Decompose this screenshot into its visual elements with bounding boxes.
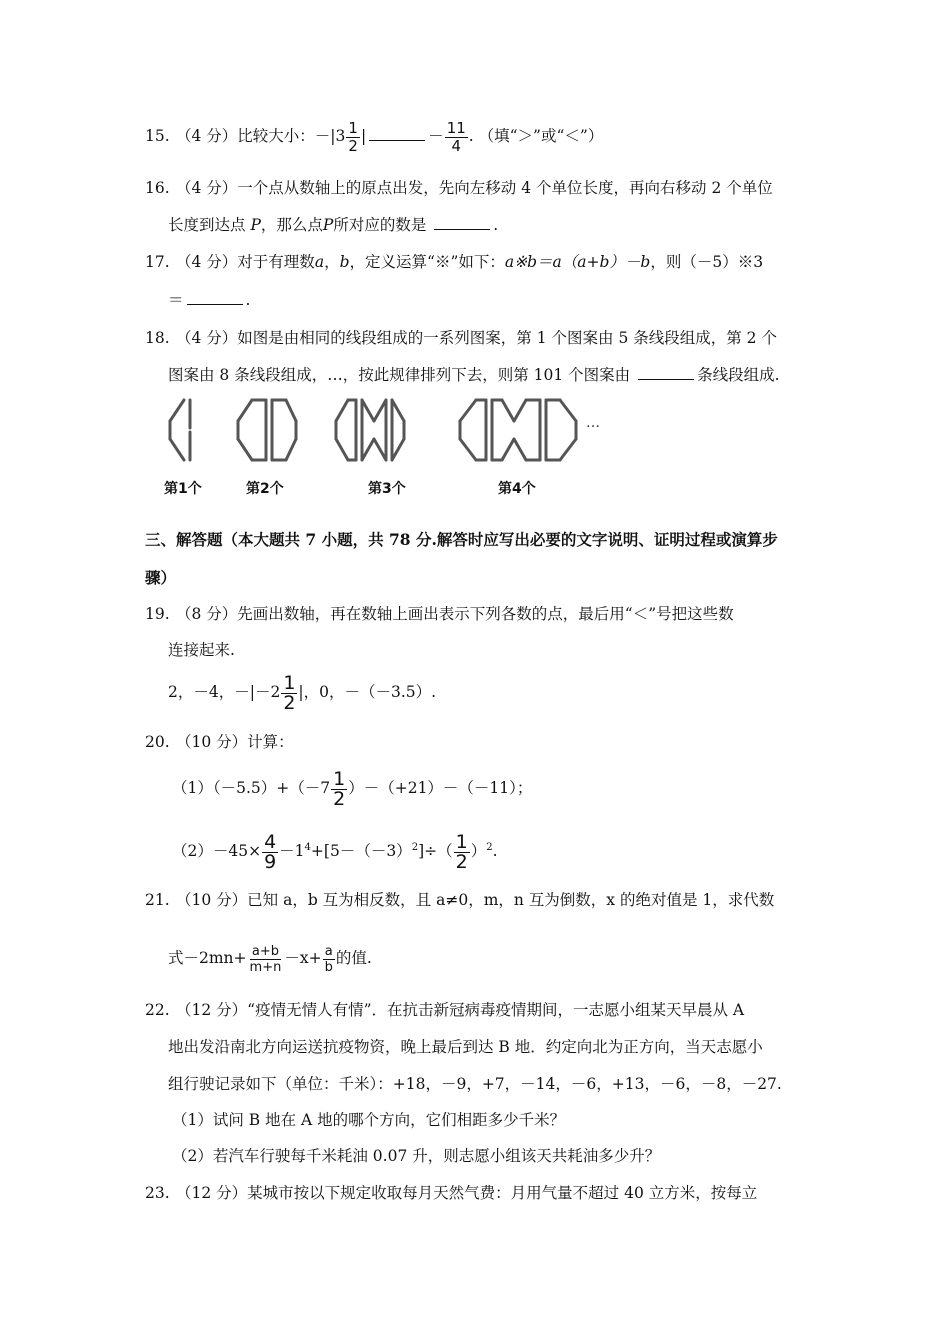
- question-number: 19.: [145, 605, 170, 623]
- section-header-cont: 骤）: [145, 568, 177, 587]
- question-score: （4 分）: [176, 127, 238, 145]
- answer-blank: [638, 365, 694, 380]
- pattern-2: [238, 400, 296, 460]
- q21-line2: 式－2mn+ $\frac{a+b}{m+n}$ －x+ $\frac{a}{b}$ 的值.: [168, 943, 372, 975]
- fraction: $\frac{1}{2}$: [348, 118, 358, 155]
- section-title: 三、解答题（本大题共 7 小题，共 78 分.解答时应写出必要的文字说明、证明过程或演算步: [145, 530, 778, 549]
- ellipsis: …: [586, 415, 600, 431]
- pattern-1: [170, 400, 190, 460]
- q18-line1: 18. （4 分）如图是由相同的线段组成的一系列图案，第 1 个图案由 5 条线段组成，第 2 个: [0, 318, 950, 358]
- question-number: 22.: [145, 1001, 170, 1019]
- section-header: [0, 520, 950, 560]
- answer-blank: [434, 215, 490, 230]
- q16-line2: 长度到达点 P，那么点P所对应的数是 .: [168, 216, 499, 234]
- q18-line2: 图案由 8 条线段组成，…，按此规律排列下去，则第 101 个图案由 条线段组成.: [168, 366, 780, 384]
- q19-line1: 19. （8 分）先画出数轴，再在数轴上画出表示下列各数的点，最后用“＜”号把这些数: [0, 594, 950, 634]
- q23-line1: 23. （12 分）某城市按以下规定收取每月天然气费：月用气量不超过 40 立方米，按每立: [0, 1173, 950, 1213]
- q22-line3: 组行驶记录如下（单位：千米）：+18，－9，+7，－14，－6，+13，－6，－8，－27.: [168, 1075, 782, 1093]
- pattern-drawing: [160, 390, 620, 470]
- pattern-figure: [160, 390, 620, 502]
- q16-line1: 16. （4 分）一个点从数轴上的原点出发，先向左移动 4 个单位长度，再向右移动 2 个单位: [0, 168, 950, 208]
- q21-line1: 21. （10 分）已知 a，b 互为相反数，且 a≠0，m，n 互为倒数，x 的绝对值是 1，求代数: [0, 880, 950, 920]
- question-number: 23.: [145, 1184, 170, 1202]
- q19-line2: 连接起来.: [168, 641, 235, 659]
- fraction: $\frac{a+b}{m+n}$: [249, 943, 282, 975]
- q17-line1: 17. （4 分）对于有理数a，b，定义运算“※”如下：a※b＝a（a+b）－b，则（－5）※3: [0, 242, 950, 282]
- fraction: $\frac{a}{b}$: [324, 943, 333, 975]
- pattern-3: [336, 400, 404, 460]
- figure-label-3: 第3个: [368, 481, 406, 497]
- fraction: $\frac{1}{2}$: [283, 671, 296, 714]
- figure-label-4: 第4个: [498, 481, 536, 497]
- fraction: $\frac{1}{2}$: [333, 767, 346, 810]
- q17-line2: ＝ .: [168, 291, 251, 309]
- q22-line1: 22. （12 分）“疫情无情人有情”．在抗击新冠病毒疫情期间，一志愿小组某天早晨从 A: [0, 990, 950, 1030]
- pattern-4: [460, 400, 576, 460]
- q20-part1: （1）（－5.5）+（－7 $\frac{1}{2}$ ）－（+21）－（－11）；: [172, 767, 533, 810]
- question-number: 16.: [145, 179, 170, 197]
- fraction: $\frac{4}{9}$: [264, 830, 277, 873]
- question-number: 21.: [145, 891, 170, 909]
- fraction: $\frac{11}{4}$: [446, 118, 466, 155]
- question-number: 20.: [145, 733, 170, 751]
- question-stem: 比较大小：－|3: [237, 127, 346, 145]
- q20-part2: （2）－45× $\frac{4}{9}$ $-1^4+[5-(-3)^2]\div$（ $\frac{1}{2}$ ）$^2$.: [172, 830, 498, 873]
- answer-blank: [369, 126, 425, 141]
- q22-line2: 地出发沿南北方向运送抗疫物资，晚上最后到达 B 地．约定向北为正方向，当天志愿小: [168, 1038, 763, 1056]
- figure-label-1: 第1个: [164, 481, 202, 497]
- question-number: 17.: [145, 253, 170, 271]
- q22-sub2: （2）若汽车行驶每千米耗油 0.07 升，则志愿小组该天共耗油多少升？: [172, 1147, 661, 1165]
- question-number: 18.: [145, 329, 170, 347]
- q22-sub1: （1）试问 B 地在 A 地的哪个方向，它们相距多少千米？: [172, 1111, 566, 1129]
- q20-line1: 20. （10 分）计算：: [0, 722, 950, 762]
- q15: 15. （4 分）比较大小：－|3 $\frac{1}{2}$ | － $\frac{11}{4}$ . （填“＞”或“＜”）: [0, 116, 950, 156]
- figure-label-2: 第2个: [246, 481, 284, 497]
- answer-blank: [187, 290, 243, 305]
- question-number: 15.: [145, 127, 170, 145]
- q19-line3: 2，－4，－|－2 $\frac{1}{2}$ |，0，－（－3.5）.: [168, 671, 437, 714]
- fraction: $\frac{1}{2}$: [455, 830, 468, 873]
